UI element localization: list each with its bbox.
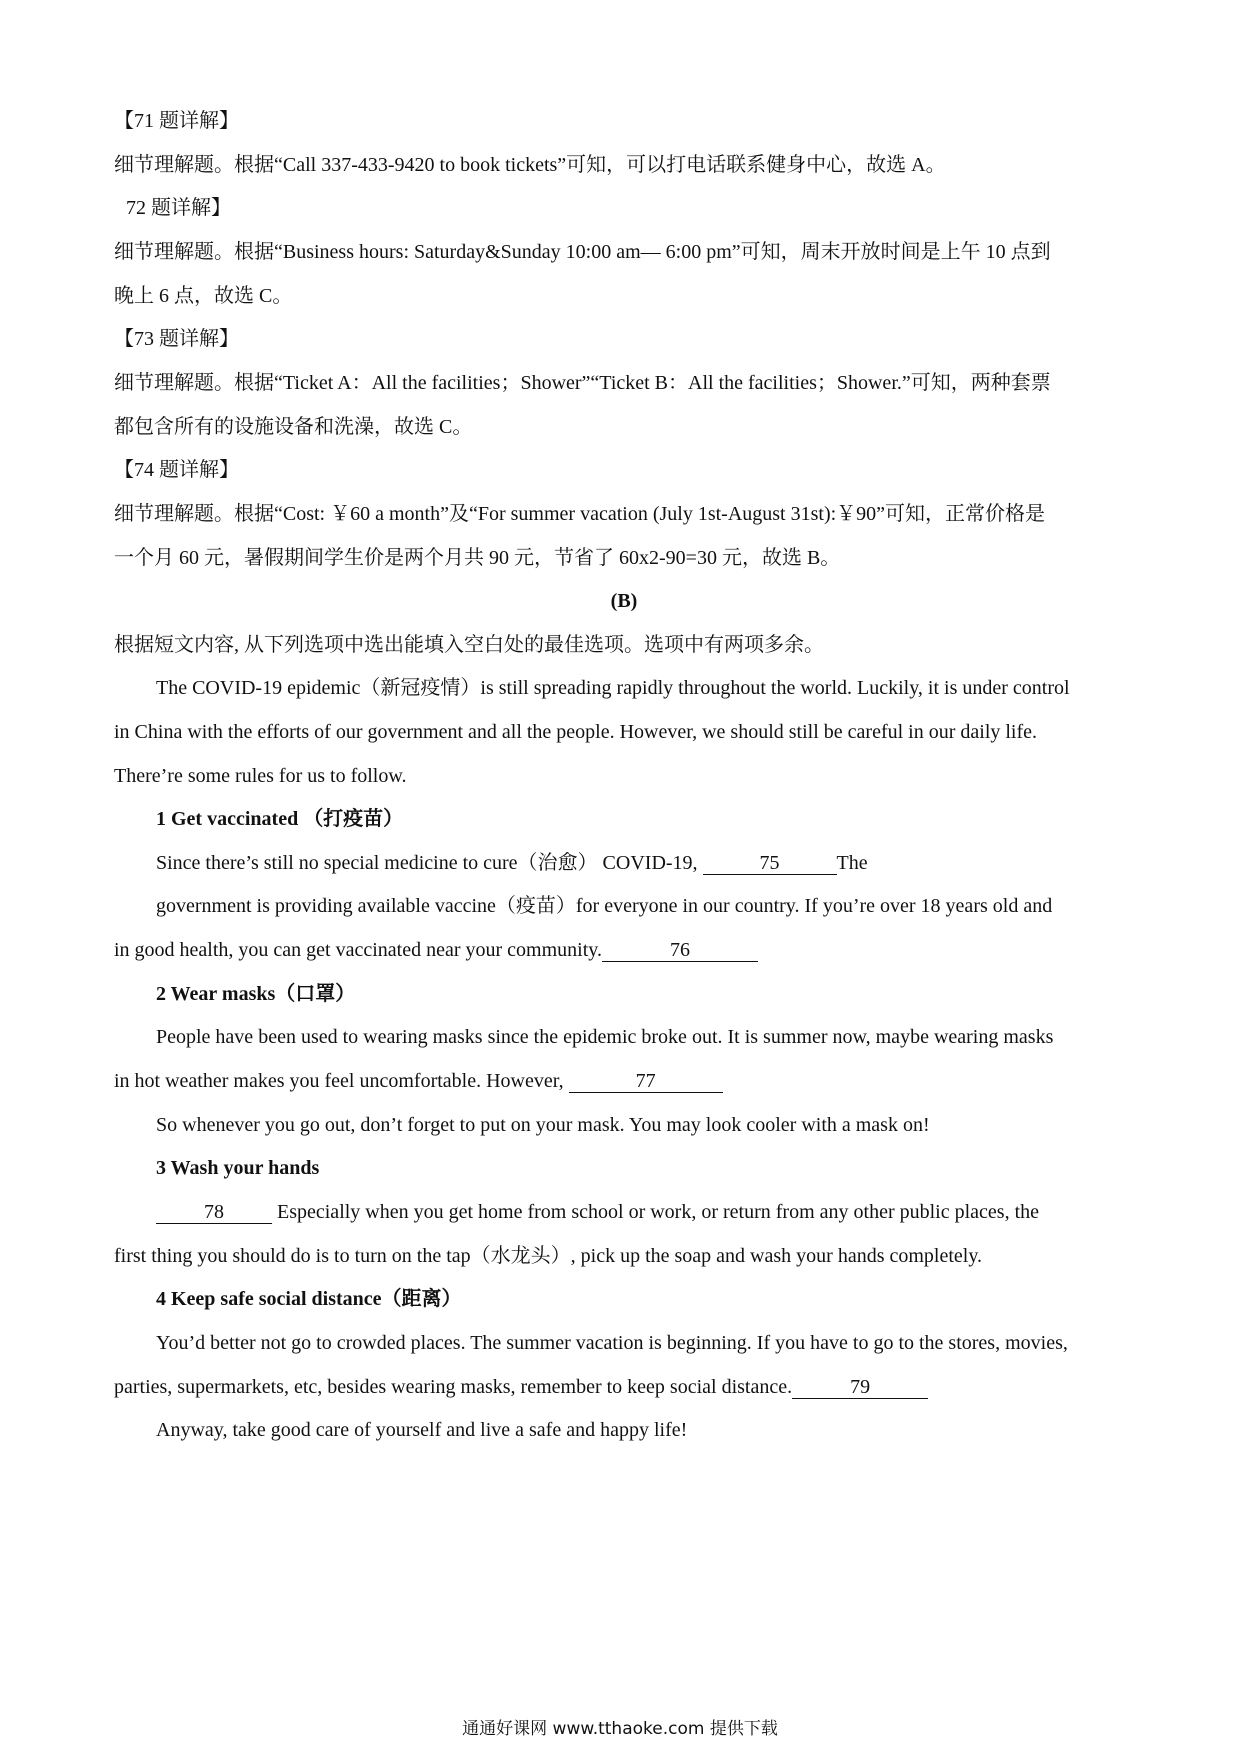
rule3-line1 — [156, 1199, 1134, 1225]
rule1-line2: government is providing available vaccine（疫苗）for everyone in our country. If you’re over 18 years old and — [156, 895, 1053, 917]
rule3-line2: first thing you should do is to turn on the tap（水龙头）, pick up the soap and wash your hands completely. — [114, 1245, 983, 1267]
q72-text-line2: 晚上 6 点，故选 C。 — [114, 285, 293, 307]
rule1-line3 — [114, 937, 1134, 963]
intro-line1: The COVID-19 epidemic（新冠疫情）is still spreading rapidly throughout the world. Luckily, it is under control — [156, 677, 1070, 699]
rule2-line2-before: in hot weather makes you feel uncomfortable. However, — [114, 1070, 569, 1092]
blank-76[interactable]: 76 — [602, 939, 758, 962]
rule2-line3: So whenever you go out, don’t forget to put on your mask. You may look cooler with a mask on! — [156, 1114, 930, 1136]
rule4-line2-before: parties, supermarkets, etc, besides wearing masks, remember to keep social distance. — [114, 1376, 793, 1398]
rule1-line1-after: The — [836, 852, 868, 874]
rule1-heading: 1 Get vaccinated （打疫苗） — [156, 808, 404, 830]
q72-heading: 72 题详解】 — [126, 197, 231, 219]
rule4-heading: 4 Keep safe social distance（距离） — [156, 1288, 462, 1310]
q74-text-line2: 一个月 60 元，暑假期间学生价是两个月共 90 元，节省了 60x2-90=30 元，故选 B。 — [114, 547, 841, 569]
rule3-heading: 3 Wash your hands — [156, 1157, 320, 1179]
q73-heading: 【73 题详解】 — [114, 328, 239, 350]
rule3-line1-after: Especially when you get home from school or work, or return from any other public places, the — [272, 1201, 1040, 1223]
closing-line: Anyway, take good care of yourself and live a safe and happy life! — [156, 1419, 688, 1441]
rule2-line2 — [114, 1068, 1134, 1094]
rule4-line2 — [114, 1374, 1134, 1400]
blank-78[interactable]: 78 — [156, 1201, 272, 1224]
intro-line3: There’re some rules for us to follow. — [114, 765, 407, 787]
q72-text-line1: 细节理解题。根据“Business hours: Saturday&Sunday 10:00 am— 6:00 pm”可知，周末开放时间是上午 10 点到 — [114, 241, 1051, 263]
rule1-line1 — [156, 850, 1134, 876]
q71-heading: 【71 题详解】 — [114, 110, 239, 132]
blank-79[interactable]: 79 — [792, 1376, 928, 1399]
rule1-line3-before: in good health, you can get vaccinated near your community. — [114, 939, 602, 961]
rule1-line1-before: Since there’s still no special medicine to cure（治愈） COVID-19, — [156, 852, 703, 874]
section-b-title: (B) — [610, 590, 638, 612]
rule2-heading: 2 Wear masks（口罩） — [156, 983, 356, 1005]
rule4-line1: You’d better not go to crowded places. The summer vacation is beginning. If you have to go to the stores, movies, — [156, 1332, 1068, 1354]
blank-75[interactable]: 75 — [703, 852, 837, 875]
rule2-line1: People have been used to wearing masks since the epidemic broke out. It is summer now, maybe wearing masks — [156, 1026, 1054, 1048]
q73-text-line1: 细节理解题。根据“Ticket A：All the facilities；Shower”“Ticket B：All the facilities；Shower.”可知，两种套票 — [114, 372, 1051, 394]
q74-heading: 【74 题详解】 — [114, 459, 239, 481]
q71-text: 细节理解题。根据“Call 337-433-9420 to book tickets”可知，可以打电话联系健身中心，故选 A。 — [114, 154, 946, 176]
intro-line2: in China with the efforts of our government and all the people. However, we should still be careful in our daily life. — [114, 721, 1038, 743]
blank-77[interactable]: 77 — [569, 1070, 723, 1093]
q74-text-line1: 细节理解题。根据“Cost: ￥60 a month”及“For summer vacation (July 1st-August 31st):￥90”可知，正常价格是 — [114, 503, 1046, 525]
section-b-instruction: 根据短文内容, 从下列选项中选出能填入空白处的最佳选项。选项中有两项多余。 — [114, 634, 824, 656]
q73-text-line2: 都包含所有的设施设备和洗澡，故选 C。 — [114, 416, 473, 438]
footer-credit: 通通好课网 www.tthaoke.com 提供下载 — [462, 1719, 778, 1739]
